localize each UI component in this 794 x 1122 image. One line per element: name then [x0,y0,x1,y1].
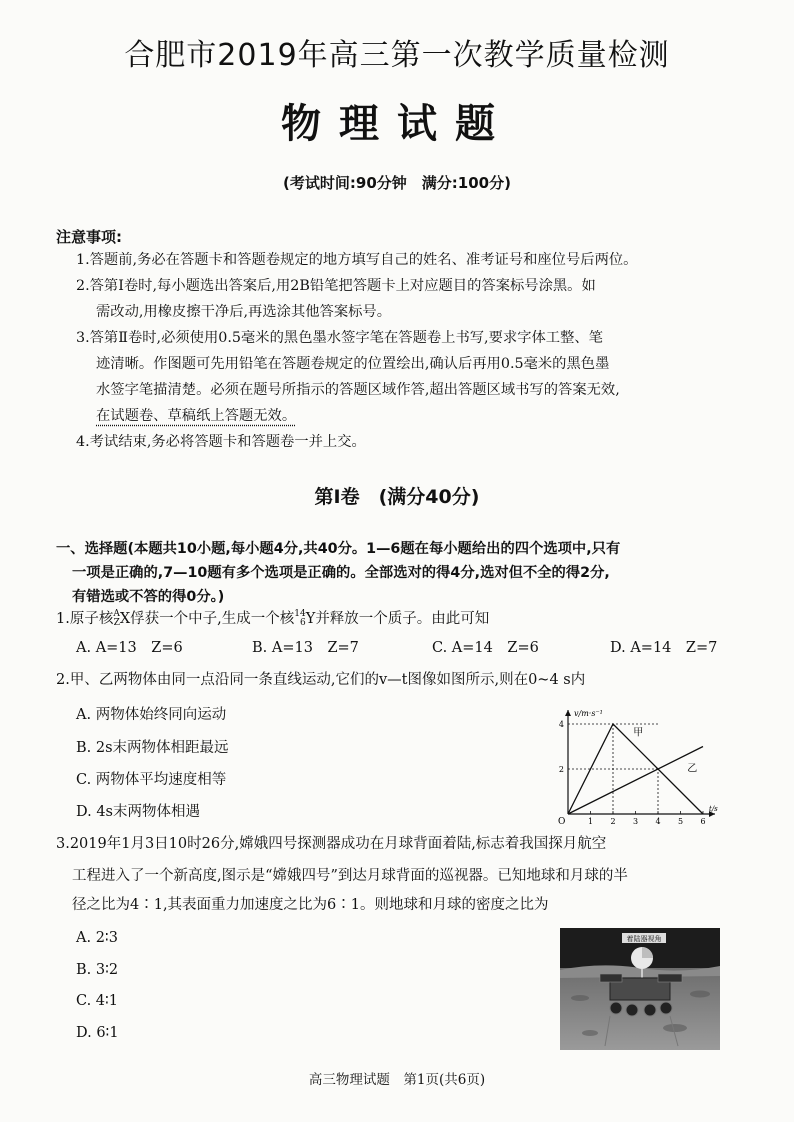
origin-label: O [558,817,566,827]
vt-graph [552,702,727,832]
q3-option-a: A. 2∶3 [76,930,118,946]
y-axis-label: v/m·s⁻¹ [574,709,603,718]
notes-heading: 注意事项: [56,228,122,246]
q3-stem-line: 径之比为4∶1,其表面重力加速度之比为6∶1。则地球和月球的密度之比为 [72,897,549,913]
y-axis-arrow [565,710,571,716]
rover-solar-panel-left [600,974,622,982]
nuclide-x-mass: A [113,609,120,619]
q3-option-d: D. 6∶1 [76,1025,119,1041]
q3-option-c: C. 4∶1 [76,993,119,1009]
x-tick-label: 4 [655,817,661,826]
part1-line: 有错选或不答的得0分。) [72,589,225,605]
x-tick-label: 3 [632,817,639,826]
section-title: 第Ⅰ卷 (满分40分) [314,486,480,508]
nuclide-y-charge: 6 [300,618,306,628]
nuclide-x-charge: Z [113,618,120,628]
note-line: 2.答第Ⅰ卷时,每小题选出答案后,用2B铅笔把答题卡上对应题目的答案标号涂黑。如 [76,278,596,294]
q2-option-d: D. 4s末两物体相遇 [76,804,200,820]
x-axis-label: t/s [709,805,718,813]
photo-caption: 着陆器视角 [626,935,662,943]
note-line: 3.答第Ⅱ卷时,必须使用0.5毫米的黑色墨水签字笔在答题卷上书写,要求字体工整、笔 [76,330,603,346]
note-line: 迹清晰。作图题可先用铅笔在答题卷规定的位置绘出,确认后再用0.5毫米的黑色墨 [96,356,610,372]
exam-info: (考试时间:90分钟 满分:100分) [283,174,511,192]
q1-stem-b: 俘获一个中子,生成一个核 [130,611,295,627]
series-line-yi [568,747,703,815]
part1-line: 一、选择题(本题共10小题,每小题4分,共40分。1—6题在每小题给出的四个选项中,只有 [56,541,621,557]
q3-option-b: B. 3∶2 [76,962,119,978]
subject-title: 物理试题 [281,101,513,147]
q1-stem [56,607,489,628]
y-tick-label: 2 [558,765,564,774]
q1-stem-c: 并释放一个质子。由此可知 [315,611,490,627]
rover-photo [560,928,720,1050]
q2-option-a: A. 两物体始终同向运动 [76,707,227,723]
rover-solar-panel-right [658,974,682,982]
q1-option-c: C. A=14 Z=6 [432,640,539,656]
q2-stem: 2.甲、乙两物体由同一点沿同一条直线运动,它们的v—t图像如图所示,则在0~4 s内 [56,672,586,688]
note-line: 4.考试结束,务必将答题卡和答题卷一并上交。 [76,434,366,450]
x-tick-label: 5 [677,817,684,826]
q1-option-b: B. A=13 Z=7 [252,640,359,656]
exam-title: 合肥市2019年高三第一次教学质量检测 [124,38,670,73]
nuclide-y-mass: 14 [294,609,306,619]
nuclide-y-numbers [294,610,305,628]
note-line: 水签字笔描清楚。必须在题号所指示的答题区域作答,超出答题区域书写的答案无效, [96,382,620,398]
x-tick-label: 1 [587,817,594,826]
x-tick-label: 6 [700,817,706,826]
part1-line: 一项是正确的,7—10题有多个选项是正确的。全部选对的得4分,选对但不全的得2分, [72,565,610,581]
nuclide-x-symbol: X [119,611,131,627]
y-tick-label: 4 [558,720,564,729]
q2-option-c: C. 两物体平均速度相等 [76,772,227,788]
q1-option-d: D. A=14 Z=7 [610,640,718,656]
note-line: 1.答题前,务必在答题卡和答题卷规定的地方填写自己的姓名、准考证号和座位号后两位。 [76,252,638,268]
q3-stem-line: 工程进入了一个新高度,图示是“嫦娥四号”到达月球背面的巡视器。已知地球和月球的半 [72,868,628,884]
page-footer: 高三物理试题 第1页(共6页) [308,1072,486,1088]
q1-option-a: A. A=13 Z=6 [76,640,183,656]
series-label-jia: 甲 [633,727,644,739]
x-tick-label: 2 [610,817,616,826]
note-line: 在试题卷、草稿纸上答题无效。 [96,408,297,424]
q1-stem-a: 1.原子核 [56,611,114,627]
q2-option-b: B. 2s末两物体相距最远 [76,740,229,756]
q3-stem-line: 3.2019年1月3日10时26分,嫦娥四号探测器成功在月球背面着陆,标志着我国探月航空 [56,836,607,852]
note-line: 需改动,用橡皮擦干净后,再选涂其他答案标号。 [96,304,392,320]
nuclide-y-symbol: Y [305,611,316,627]
series-label-yi: 乙 [687,763,698,775]
